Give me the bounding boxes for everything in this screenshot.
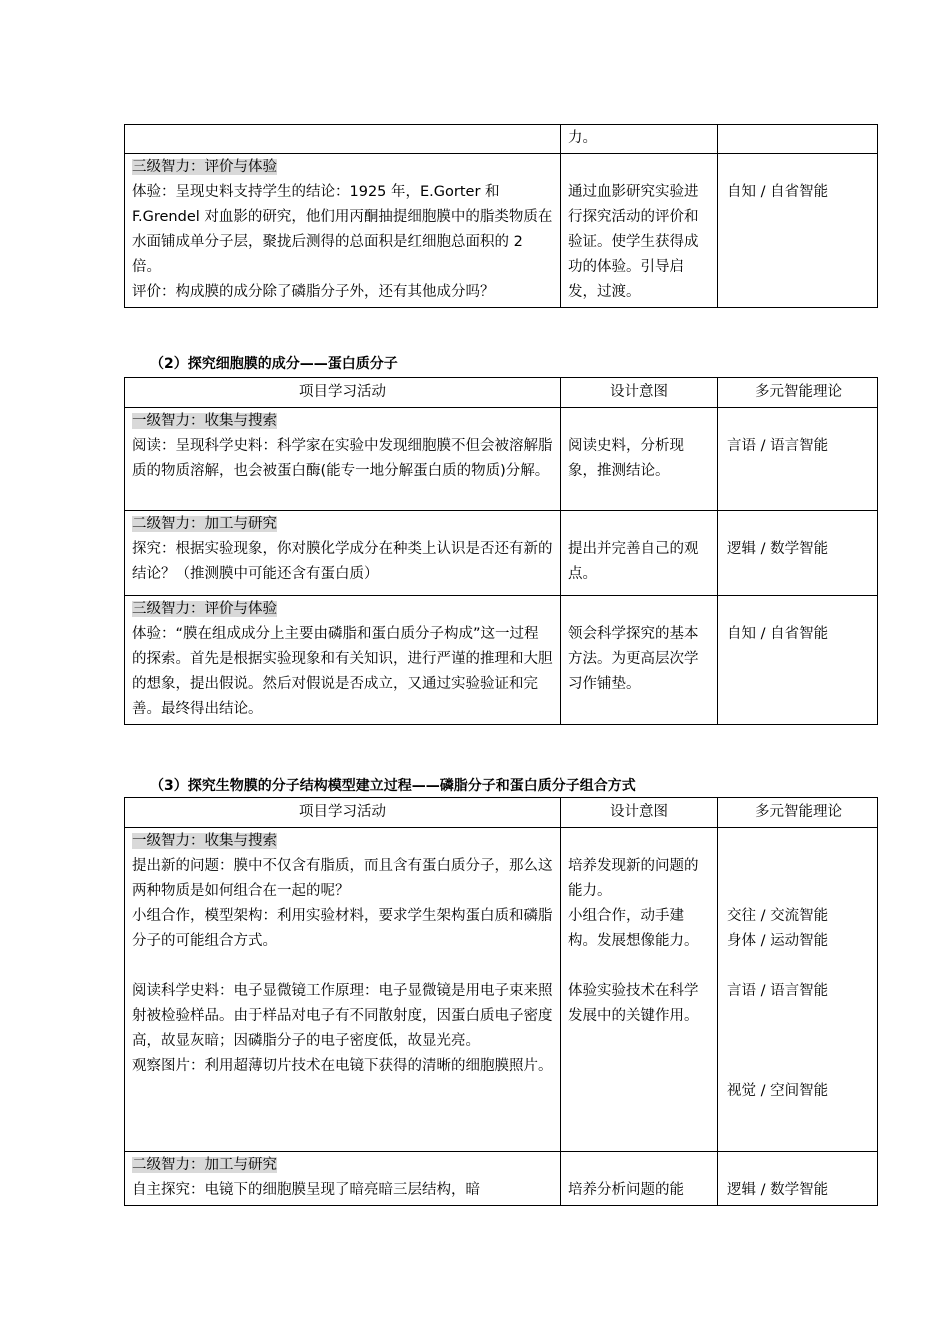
table-row xyxy=(125,596,878,725)
table-header-row xyxy=(125,378,878,408)
section-title: （3）探究生物膜的分子结构模型建立过程——磷脂分子和蛋白质分子组合方式 xyxy=(150,778,636,794)
intent-cell xyxy=(561,1152,718,1206)
intent-cell xyxy=(561,828,718,1152)
activity-cell xyxy=(125,1152,561,1206)
level-label: 三级智力：评价与体验 xyxy=(132,601,277,617)
table-section3 xyxy=(124,797,878,1206)
table-row xyxy=(125,408,878,511)
activity-text: 阅读：呈现科学史料：科学家在实验中发现细胞膜不但会被溶解脂质的物质溶解，也会被蛋白酶(能专一地分解蛋白质的物质)分解。 xyxy=(132,438,553,479)
table-row xyxy=(125,154,878,308)
theory-text: 自知 / 自省智能 xyxy=(727,626,829,642)
column-header: 项目学习活动 xyxy=(125,378,561,408)
theory-cell xyxy=(718,828,878,1152)
activity-text: 体验：“膜在组成成分上主要由磷脂和蛋白质分子构成”这一过程的探索。首先是根据实验现象和有关知识，进行严谨的推理和大胆的想象，提出假说。然后对假说是否成立，又通过实验验证和完善。最终得出结论。 xyxy=(132,626,553,717)
table-section1-continued xyxy=(124,124,878,308)
intent-cell xyxy=(561,511,718,596)
activity-text: 体验：呈现史料支持学生的结论：1925 年，E.Gorter 和 F.Grendel 对血影的研究，他们用丙酮抽提细胞膜中的脂类物质在水面铺成单分子层，聚拢后测得的总面积是红细胞总面积的 2 倍。 xyxy=(132,184,553,275)
intent-text: 阅读史料，分析现象，推测结论。 xyxy=(568,438,684,479)
column-header: 设计意图 xyxy=(561,798,718,828)
intent-cell xyxy=(561,596,718,725)
level-label: 一级智力：收集与搜索 xyxy=(132,833,277,849)
activity-cell xyxy=(125,408,561,511)
level-label: 二级智力：加工与研究 xyxy=(132,1157,277,1173)
table-header-row xyxy=(125,798,878,828)
activity-text: 探究：根据实验现象，你对膜化学成分在种类上认识是否还有新的结论？（推测膜中可能还含有蛋白质） xyxy=(132,541,553,582)
theory-cell xyxy=(718,408,878,511)
activity-cell xyxy=(125,125,561,154)
intent-text: 提出并完善自己的观点。 xyxy=(568,541,699,582)
theory-text: 视觉 / 空间智能 xyxy=(727,1083,829,1099)
column-header: 项目学习活动 xyxy=(125,798,561,828)
column-header: 设计意图 xyxy=(561,378,718,408)
column-header: 多元智能理论 xyxy=(718,378,878,408)
table-row xyxy=(125,125,878,154)
theory-cell xyxy=(718,125,878,154)
theory-cell xyxy=(718,154,878,308)
level-label: 二级智力：加工与研究 xyxy=(132,516,277,532)
intent-text: 培养分析问题的能 xyxy=(568,1182,684,1198)
column-header: 多元智能理论 xyxy=(718,798,878,828)
activity-cell xyxy=(125,154,561,308)
theory-text: 身体 / 运动智能 xyxy=(727,933,829,949)
intent-cell xyxy=(561,408,718,511)
intent-cell: 力。 xyxy=(561,125,718,154)
table-row xyxy=(125,511,878,596)
theory-cell xyxy=(718,511,878,596)
section-title: （2）探究细胞膜的成分——蛋白质分子 xyxy=(150,356,398,372)
theory-text: 交往 / 交流智能 xyxy=(727,908,829,924)
intent-text: 培养发现新的问题的能力。 xyxy=(568,858,699,899)
intent-text: 领会科学探究的基本方法。为更高层次学习作铺垫。 xyxy=(568,626,699,692)
theory-text: 言语 / 语言智能 xyxy=(727,983,829,999)
theory-text: 自知 / 自省智能 xyxy=(727,184,829,200)
theory-cell xyxy=(718,596,878,725)
intent-cell xyxy=(561,154,718,308)
table-row xyxy=(125,828,878,1152)
theory-cell xyxy=(718,1152,878,1206)
activity-text: 评价：构成膜的成分除了磷脂分子外，还有其他成分吗？ xyxy=(132,284,495,300)
theory-text: 逻辑 / 数学智能 xyxy=(727,541,829,557)
level-label: 三级智力：评价与体验 xyxy=(132,159,277,175)
theory-text: 言语 / 语言智能 xyxy=(727,438,829,454)
table-row xyxy=(125,1152,878,1206)
activity-text: 阅读科学史料：电子显微镜工作原理：电子显微镜是用电子束来照射被检验样品。由于样品对电子有不同散射度，因蛋白质电子密度高，故显灰暗；因磷脂分子的电子密度低，故显光亮。 xyxy=(132,983,553,1049)
activity-text: 自主探究：电镜下的细胞膜呈现了暗亮暗三层结构，暗 xyxy=(132,1182,480,1198)
activity-cell xyxy=(125,828,561,1152)
activity-text: 小组合作，模型架构：利用实验材料，要求学生架构蛋白质和磷脂分子的可能组合方式。 xyxy=(132,908,553,949)
table-section2 xyxy=(124,377,878,725)
theory-text: 逻辑 / 数学智能 xyxy=(727,1182,829,1198)
intent-text: 通过血影研究实验进行探究活动的评价和验证。使学生获得成功的体验。引导启发，过渡。 xyxy=(568,184,699,300)
activity-cell xyxy=(125,596,561,725)
level-label: 一级智力：收集与搜索 xyxy=(132,413,277,429)
intent-text: 小组合作，动手建构。发展想像能力。 xyxy=(568,908,699,949)
activity-text: 观察图片：利用超薄切片技术在电镜下获得的清晰的细胞膜照片。 xyxy=(132,1058,553,1074)
intent-text: 体验实验技术在科学发展中的关键作用。 xyxy=(568,983,699,1024)
activity-text: 提出新的问题：膜中不仅含有脂质，而且含有蛋白质分子，那么这两种物质是如何组合在一起的呢？ xyxy=(132,858,553,899)
activity-cell xyxy=(125,511,561,596)
